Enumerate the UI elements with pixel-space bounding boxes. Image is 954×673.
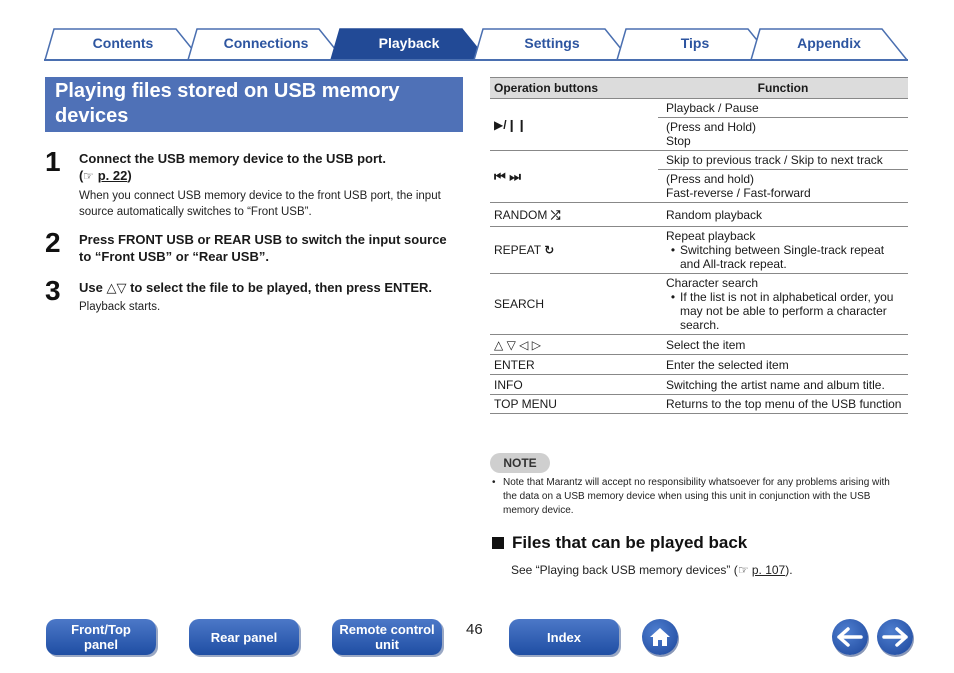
section-text: See “Playing back USB memory devices” (☜ p. 107). — [511, 563, 793, 577]
home-icon — [648, 626, 672, 648]
step-number: 3 — [45, 275, 61, 306]
step-number: 2 — [45, 227, 61, 258]
tab-label: Connections — [223, 35, 309, 51]
front-top-panel-button[interactable]: Front/Top panel — [46, 619, 156, 655]
hand-pointer-icon: ☜ — [83, 169, 95, 183]
table-cell: Repeat playback • Switching between Single-track repeat and All-track repeat. — [658, 227, 908, 274]
table-cell: Character search • If the list is not in alphabetical order, you may not be able to perform a character search. — [658, 274, 908, 335]
tab-label: Tips — [680, 35, 710, 51]
table-row — [490, 99, 908, 118]
table-row — [490, 375, 908, 395]
table-cell: Random playback — [658, 203, 908, 227]
play-pause-icon: ▶/❙❙ — [490, 99, 658, 151]
back-arrow-icon — [837, 627, 863, 647]
forward-arrow-icon — [882, 627, 908, 647]
table-cell: Select the item — [658, 335, 908, 355]
table-cell: Skip to previous track / Skip to next track — [658, 151, 908, 170]
forward-button[interactable] — [877, 619, 913, 655]
hand-pointer-icon: ☜ — [737, 563, 749, 577]
table-row — [490, 274, 908, 335]
tab-appendix[interactable] — [750, 27, 908, 59]
tab-playback[interactable] — [330, 27, 488, 59]
tab-label: Contents — [92, 35, 154, 51]
table-cell: Returns to the top menu of the USB function — [658, 395, 908, 414]
header-function: Function — [658, 78, 908, 99]
bullet-item: • If the list is not in alphabetical order, you may not be able to perform a character search. — [670, 290, 894, 332]
tab-label: Playback — [378, 35, 440, 51]
repeat-icon: ↻ — [544, 243, 555, 257]
note-badge: NOTE — [490, 453, 550, 473]
table-row — [490, 335, 908, 355]
square-bullet-icon — [492, 537, 504, 549]
tab-connections[interactable] — [187, 27, 345, 59]
table-cell: TOP MENU — [490, 395, 658, 414]
tab-underline — [44, 59, 908, 61]
table-cell: SEARCH — [490, 274, 658, 335]
page-number: 46 — [466, 621, 483, 638]
table-row — [490, 203, 908, 227]
step-text: Use △▽ to select the file to be played, then press ENTER. — [79, 280, 433, 295]
table-cell: Playback / Pause — [658, 99, 908, 118]
skip-icon: ⏮ ⏭ — [490, 151, 658, 203]
step-note: When you connect USB memory device to the front USB port, the input source automatically switches to “Front USB”. — [79, 190, 441, 218]
table-cell: INFO — [490, 375, 658, 395]
home-button[interactable] — [642, 619, 678, 655]
rear-panel-button[interactable]: Rear panel — [189, 619, 299, 655]
step-note: Playback starts. — [79, 301, 161, 313]
tab-bar — [44, 27, 908, 61]
table-cell: (Press and Hold) Stop — [658, 118, 908, 151]
back-button[interactable] — [832, 619, 868, 655]
page-link[interactable]: p. 107 — [751, 563, 786, 577]
note-text: • Note that Marantz will accept no responsibility whatsoever for any problems arising with the data on a USB memory device when using this unit in conjunction with the USB memory device. — [492, 477, 890, 516]
step-text: Press FRONT USB or REAR USB to switch the input source to “Front USB” or “Rear USB”. — [79, 232, 447, 264]
section-heading: Files that can be played back — [492, 533, 747, 553]
table-cell: (Press and hold) Fast-reverse / Fast-forward — [658, 170, 908, 203]
operation-table — [490, 77, 908, 414]
table-cell: REPEAT ↻ — [490, 227, 658, 274]
bullet-item: • Switching between Single-track repeat and All-track repeat. — [670, 243, 885, 271]
page-title: Playing files stored on USB memory devices — [45, 77, 463, 132]
table-cell: RANDOM ⤮ — [490, 203, 658, 227]
table-row — [490, 355, 908, 375]
cursor-arrows-icon: △ ▽ ◁ ▷ — [490, 335, 658, 355]
table-header — [490, 78, 908, 99]
step-2 — [45, 227, 455, 265]
tab-settings[interactable] — [473, 27, 631, 59]
remote-control-unit-button[interactable]: Remote control unit — [332, 619, 442, 655]
step-1 — [45, 146, 455, 220]
step-number: 1 — [45, 146, 61, 177]
table-cell: ENTER — [490, 355, 658, 375]
table-row — [490, 151, 908, 170]
tab-contents[interactable] — [44, 27, 202, 59]
table-row — [490, 395, 908, 414]
cursor-up-down-icon: △▽ — [106, 280, 127, 295]
table-cell: Enter the selected item — [658, 355, 908, 375]
index-button[interactable]: Index — [509, 619, 619, 655]
tab-label: Appendix — [797, 35, 861, 51]
page-link[interactable]: p. 22 — [97, 168, 128, 183]
step-3 — [45, 275, 455, 315]
step-text: Connect the USB memory device to the USB port. (☜ p. 22) — [79, 151, 386, 183]
table-cell: Switching the artist name and album title. — [658, 375, 908, 395]
table-row — [490, 227, 908, 274]
tab-label: Settings — [524, 35, 580, 51]
shuffle-icon: ⤮ — [550, 207, 561, 222]
header-operation-buttons: Operation buttons — [490, 78, 658, 99]
